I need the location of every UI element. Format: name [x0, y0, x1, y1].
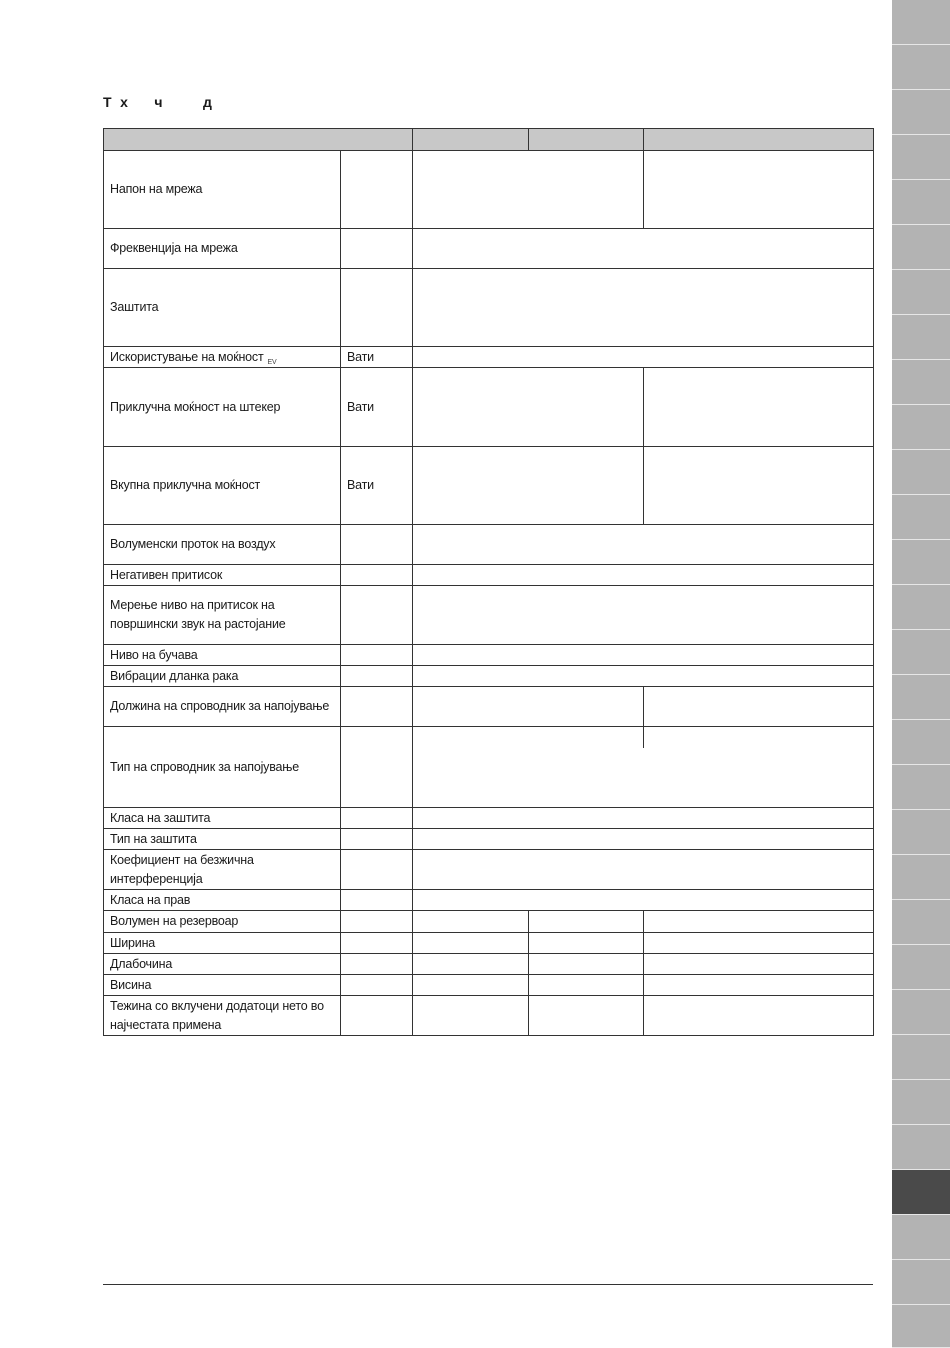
- spec-label: [103, 953, 341, 975]
- spec-label: [103, 228, 341, 269]
- page-title: [103, 94, 234, 110]
- spec-value-cell: [412, 932, 529, 954]
- chapter-tab: [892, 540, 950, 585]
- spec-value-cell: [643, 995, 874, 1036]
- chapter-tab: [892, 585, 950, 630]
- spec-value-cell: [412, 849, 874, 890]
- spec-label: [103, 932, 341, 954]
- spec-label-text: Приклучна моќност на штекер: [110, 399, 281, 414]
- spec-value-cell: [412, 807, 874, 829]
- chapter-tab: [892, 225, 950, 270]
- spec-label: [103, 686, 341, 727]
- spec-label-text: Висина: [110, 977, 152, 992]
- spec-unit: [340, 564, 413, 586]
- chapter-tab: [892, 360, 950, 405]
- chapter-tab: [892, 405, 950, 450]
- spec-value-cell: [528, 910, 644, 933]
- spec-unit: Вати: [340, 367, 413, 447]
- spec-unit: [340, 268, 413, 347]
- spec-label-text: Класа на заштита: [110, 810, 211, 825]
- spec-label-text: Ширина: [110, 935, 156, 950]
- chapter-tab: [892, 90, 950, 135]
- header-cell: [643, 128, 874, 151]
- spec-label: [103, 807, 341, 829]
- spec-label: [103, 974, 341, 996]
- spec-value-cell: [643, 367, 874, 447]
- spec-value-cell: [412, 686, 644, 727]
- title-part: д: [203, 94, 213, 110]
- spec-label-text: Вкупна приклучна моќност: [110, 478, 261, 492]
- spec-label-text: Волумен на резервоар: [110, 914, 239, 928]
- chapter-tab: [892, 810, 950, 855]
- chapter-tab: [892, 990, 950, 1035]
- spec-value-cell: [412, 910, 529, 933]
- spec-label-text: Коефициент на безжична интерференција: [110, 852, 254, 886]
- spec-unit: [340, 644, 413, 666]
- spec-value-cell: [412, 564, 874, 586]
- spec-value-cell: [412, 585, 874, 645]
- spec-value-cell: [412, 644, 874, 666]
- chapter-tab: [892, 450, 950, 495]
- chapter-tab: [892, 270, 950, 315]
- title-part: ч: [154, 94, 163, 110]
- spec-value-cell: [643, 953, 874, 975]
- spec-value-cell: [412, 726, 874, 808]
- spec-value-cell: [643, 974, 874, 996]
- spec-label: [103, 150, 341, 229]
- spec-label: [103, 644, 341, 666]
- chapter-tab: [892, 720, 950, 765]
- chapter-tab: [892, 900, 950, 945]
- spec-value-cell: [643, 686, 874, 727]
- spec-value-cell: [528, 932, 644, 954]
- spec-value-cell: [412, 953, 529, 975]
- spec-unit: [340, 228, 413, 269]
- spec-label: [103, 726, 341, 808]
- chapter-tab: [892, 1035, 950, 1080]
- chapter-tab: [892, 675, 950, 720]
- title-part: х: [120, 94, 129, 110]
- spec-value-cell: [412, 228, 874, 269]
- spec-value-cell: [412, 974, 529, 996]
- chapter-tab: [892, 630, 950, 675]
- spec-label-text: Тип на заштита: [110, 831, 197, 846]
- spec-value-cell: [412, 828, 874, 850]
- spec-label: [103, 446, 341, 525]
- spec-label-text: Вибрации дланка рака: [110, 668, 239, 683]
- chapter-tab: [892, 1080, 950, 1125]
- spec-value-cell: [643, 150, 874, 229]
- spec-value-cell: [643, 910, 874, 933]
- spec-value-cell: [412, 268, 874, 347]
- spec-unit: [340, 807, 413, 829]
- spec-label-subscript: EV: [267, 358, 277, 366]
- spec-label-text: Заштита: [110, 300, 159, 314]
- chapter-tab: [892, 180, 950, 225]
- spec-label: [103, 346, 341, 368]
- chapter-tab: [892, 855, 950, 900]
- spec-label: [103, 367, 341, 447]
- spec-value-cell: [528, 953, 644, 975]
- spec-label-text: Класа на прав: [110, 892, 191, 907]
- spec-label: [103, 828, 341, 850]
- spec-label: [103, 268, 341, 347]
- spec-unit: [340, 585, 413, 645]
- spec-label-text: Волуменски проток на воздух: [110, 537, 276, 551]
- spec-label-text: Ниво на бучава: [110, 647, 198, 662]
- chapter-tab: [892, 0, 950, 45]
- spec-unit: [340, 726, 413, 808]
- spec-label: [103, 889, 341, 911]
- spec-label: [103, 995, 341, 1036]
- spec-label-text: Должина на спроводник за напојување: [110, 699, 330, 713]
- chapter-tab: [892, 45, 950, 90]
- spec-value-cell: [412, 889, 874, 911]
- spec-unit: [340, 686, 413, 727]
- spec-label: [103, 585, 341, 645]
- spec-label: [103, 849, 341, 890]
- spec-unit: [340, 524, 413, 565]
- spec-value-cell: [528, 995, 644, 1036]
- chapter-tab: [892, 1260, 950, 1305]
- chapter-tab-strip: [892, 0, 950, 1348]
- spec-value-cell: [643, 932, 874, 954]
- spec-label-text: Напон на мрежа: [110, 182, 203, 196]
- chapter-tab: [892, 1215, 950, 1260]
- chapter-tab: [892, 315, 950, 360]
- spec-value-cell: [528, 974, 644, 996]
- chapter-tab: [892, 1305, 950, 1348]
- footer-divider: [103, 1284, 873, 1285]
- spec-label: [103, 524, 341, 565]
- spec-unit: [340, 828, 413, 850]
- spec-label-text: Искористување на моќност: [110, 349, 264, 364]
- chapter-tab: [892, 135, 950, 180]
- chapter-tab: [892, 765, 950, 810]
- spec-unit: [340, 932, 413, 954]
- spec-label-text: Длабочина: [110, 956, 173, 971]
- spec-value-cell: [643, 446, 874, 525]
- spec-label-text: Тежина со вклучени додатоци нето во најчестата примена: [110, 998, 324, 1032]
- spec-label-text: Негативен притисок: [110, 567, 223, 582]
- partial-divider: [643, 727, 644, 748]
- spec-value-cell: [412, 524, 874, 565]
- spec-unit: [340, 953, 413, 975]
- header-cell: [103, 128, 413, 151]
- spec-value-cell: [412, 150, 644, 229]
- spec-value-cell: [412, 995, 529, 1036]
- spec-value-cell: [412, 346, 874, 368]
- header-cell: [412, 128, 529, 151]
- spec-unit: [340, 849, 413, 890]
- chapter-tab: [892, 495, 950, 540]
- header-cell: [528, 128, 644, 151]
- spec-unit: [340, 995, 413, 1036]
- chapter-tab-active: [892, 1170, 950, 1215]
- spec-value-cell: [412, 367, 644, 447]
- spec-label-text: Тип на спроводник за напојување: [110, 759, 299, 774]
- spec-unit: [340, 665, 413, 687]
- spec-label: [103, 564, 341, 586]
- spec-value-cell: [412, 665, 874, 687]
- spec-unit: [340, 910, 413, 933]
- title-part: Т: [103, 94, 113, 110]
- spec-label: [103, 665, 341, 687]
- spec-unit: Вати: [340, 346, 413, 368]
- chapter-tab: [892, 945, 950, 990]
- spec-unit: [340, 889, 413, 911]
- spec-unit: [340, 150, 413, 229]
- spec-label-text: Мерење ниво на притисок на површински звук на растојание: [110, 598, 286, 631]
- spec-unit: Вати: [340, 446, 413, 525]
- spec-label-text: Фреквенција на мрежа: [110, 241, 238, 255]
- spec-unit: [340, 974, 413, 996]
- spec-value-cell: [412, 446, 644, 525]
- chapter-tab: [892, 1125, 950, 1170]
- spec-label: [103, 910, 341, 933]
